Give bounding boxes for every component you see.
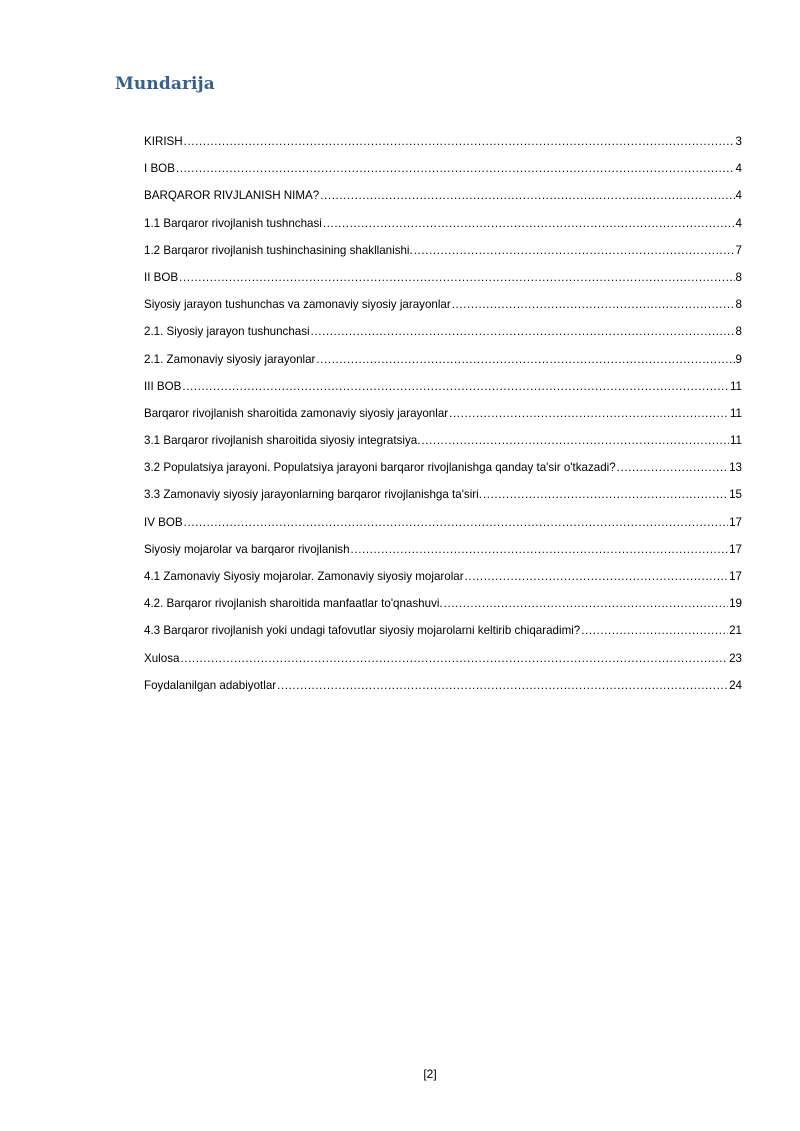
toc-dot-leader bbox=[320, 189, 734, 203]
toc-entry-page-number: 9 bbox=[735, 352, 742, 366]
toc-entry[interactable] bbox=[144, 244, 742, 271]
toc-heading: Mundarija bbox=[115, 74, 215, 94]
toc-entry-title: 4.2. Barqaror rivojlanish sharoitida manfaatlar to'qnashuvi. bbox=[144, 597, 443, 611]
toc-entry-page-number: 23 bbox=[729, 651, 742, 665]
toc-entry-title: 3.3 Zamonaviy siyosiy jarayonlarning barqaror rivojlanishga ta'siri. bbox=[144, 488, 482, 502]
toc-entry-page-number: 24 bbox=[729, 678, 742, 692]
toc-dot-leader bbox=[483, 488, 728, 502]
toc-entry-title: 4.3 Barqaror rivojlanish yoki undagi tafovutlar siyosiy mojarolarni keltirib chiqaradimi? bbox=[144, 624, 581, 638]
toc-entry-page-number: 8 bbox=[735, 270, 742, 284]
toc-entry-page-number: 4 bbox=[735, 189, 742, 203]
toc-entry-page-number: 17 bbox=[729, 515, 742, 529]
toc-entry-page-number: 21 bbox=[729, 624, 742, 638]
toc-entry-title: IV BOB bbox=[144, 515, 183, 529]
toc-entry[interactable] bbox=[144, 353, 742, 380]
toc-dot-leader bbox=[184, 516, 728, 530]
toc-entry-title: 3.1 Barqaror rivojlanish sharoitida siyosiy integratsiya. bbox=[144, 434, 421, 448]
toc-entry-title: KIRISH bbox=[144, 135, 183, 148]
toc-dot-leader bbox=[421, 434, 729, 448]
toc-entry-title: III BOB bbox=[144, 379, 182, 393]
toc-entry[interactable] bbox=[144, 652, 742, 679]
toc-entry-page-number: 11 bbox=[729, 434, 742, 448]
toc-entry-page-number: 17 bbox=[729, 570, 742, 583]
toc-entry[interactable] bbox=[144, 570, 742, 597]
toc-entry-title: Siyosiy mojarolar va barqaror rivojlanish bbox=[144, 542, 350, 556]
toc-dot-leader bbox=[452, 298, 735, 312]
toc-entry[interactable] bbox=[144, 380, 742, 407]
toc-dot-leader bbox=[449, 407, 729, 421]
toc-dot-leader bbox=[444, 597, 728, 611]
toc-entry-page-number: 11 bbox=[729, 406, 742, 420]
toc-entry-title: 3.2 Populatsiya jarayoni. Populatsiya jarayoni barqaror rivojlanishga qanday ta'sir o'tkazadi? bbox=[144, 461, 616, 475]
toc-entry-title: Xulosa bbox=[144, 651, 180, 665]
toc-entry-title: 1.1 Barqaror rivojlanish tushnchasi bbox=[144, 216, 322, 230]
toc-entry[interactable] bbox=[144, 162, 742, 189]
toc-dot-leader bbox=[180, 652, 728, 666]
toc-entry[interactable] bbox=[144, 135, 742, 162]
toc-entry-title: 2.1. Siyosiy jarayon tushunchasi bbox=[144, 325, 310, 339]
toc-dot-leader bbox=[465, 570, 729, 584]
toc-entry[interactable] bbox=[144, 298, 742, 325]
toc-dot-leader bbox=[182, 380, 729, 394]
toc-entry-title: Barqaror rivojlanish sharoitida zamonaviy siyosiy jarayonlar bbox=[144, 406, 449, 420]
toc-dot-leader bbox=[414, 244, 735, 258]
toc-entry[interactable] bbox=[144, 624, 742, 651]
toc-entry[interactable] bbox=[144, 597, 742, 624]
toc-entry[interactable] bbox=[144, 407, 742, 434]
toc-dot-leader bbox=[176, 162, 735, 176]
toc-entry[interactable] bbox=[144, 325, 742, 352]
toc-entry-page-number: 4 bbox=[735, 162, 742, 176]
toc-entry[interactable] bbox=[144, 488, 742, 515]
toc-entry-title: 1.2 Barqaror rivojlanish tushinchasining shakllanishi. bbox=[144, 243, 413, 257]
toc-entry-page-number: 19 bbox=[729, 597, 742, 611]
toc-entry-title: BARQAROR RIVJLANISH NIMA? bbox=[144, 189, 320, 203]
toc-dot-leader bbox=[581, 624, 728, 638]
toc-entry-page-number: 7 bbox=[735, 243, 742, 257]
table-of-contents bbox=[144, 135, 742, 706]
toc-entry-title: 4.1 Zamonaviy Siyosiy mojarolar. Zamonaviy siyosiy mojarolar bbox=[144, 570, 464, 583]
toc-entry-title: 2.1. Zamonaviy siyosiy jarayonlar bbox=[144, 352, 316, 366]
toc-entry-page-number: 17 bbox=[729, 542, 742, 556]
toc-entry-page-number: 15 bbox=[729, 488, 742, 502]
toc-entry-title: Foydalanilgan adabiyotlar bbox=[144, 678, 277, 692]
toc-entry-title: Siyosiy jarayon tushunchas va zamonaviy siyosiy jarayonlar bbox=[144, 298, 451, 312]
page-number: [2] bbox=[423, 1067, 437, 1081]
toc-dot-leader bbox=[184, 135, 735, 149]
toc-dot-leader bbox=[351, 543, 729, 557]
toc-dot-leader bbox=[311, 325, 735, 339]
toc-entry-page-number: 4 bbox=[735, 216, 742, 230]
toc-entry[interactable] bbox=[144, 543, 742, 570]
toc-entry-title: II BOB bbox=[144, 270, 179, 284]
toc-entry-page-number: 11 bbox=[729, 379, 742, 393]
toc-entry-page-number: 13 bbox=[729, 461, 742, 475]
toc-entry[interactable] bbox=[144, 189, 742, 216]
toc-entry[interactable] bbox=[144, 434, 742, 461]
toc-entry[interactable] bbox=[144, 271, 742, 298]
toc-dot-leader bbox=[277, 679, 728, 693]
toc-dot-leader bbox=[316, 353, 734, 367]
toc-entry-page-number: 8 bbox=[735, 298, 742, 312]
toc-entry[interactable] bbox=[144, 516, 742, 543]
toc-entry[interactable] bbox=[144, 679, 742, 706]
toc-entry[interactable] bbox=[144, 217, 742, 244]
toc-dot-leader bbox=[323, 217, 735, 231]
toc-dot-leader bbox=[179, 271, 734, 285]
toc-entry-page-number: 3 bbox=[735, 135, 742, 148]
toc-entry-title: I BOB bbox=[144, 162, 175, 176]
toc-entry[interactable] bbox=[144, 461, 742, 488]
toc-entry-page-number: 8 bbox=[735, 325, 742, 339]
toc-dot-leader bbox=[617, 461, 728, 475]
